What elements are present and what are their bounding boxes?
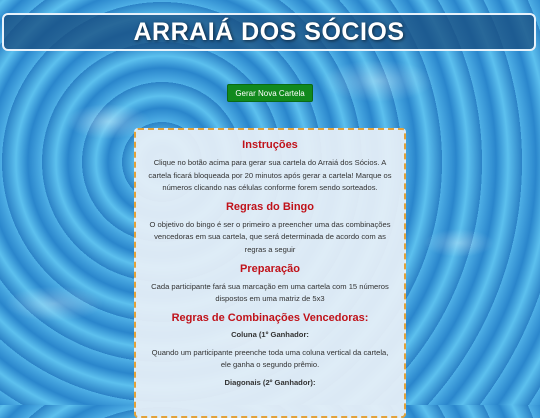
rules-text: O objetivo do bingo é ser o primeiro a preencher uma das combinações vencedoras em sua cartela, que será determinada de acordo com as regras a seguir	[149, 219, 391, 254]
preparation-heading: Preparação	[240, 262, 300, 275]
column-rule-text: Quando um participante preenche toda uma coluna vertical da cartela, ele ganha o segundo prêmio.	[151, 347, 389, 370]
instructions-heading: Instruções	[242, 139, 298, 151]
instructions-panel	[134, 128, 406, 418]
generate-card-button[interactable]: Gerar Nova Cartela	[227, 84, 313, 102]
preparation-text: Cada participante fará sua marcação em uma cartela com 15 números dispostos em uma matriz de 5x3	[151, 281, 389, 304]
combinations-heading: Regras de Combinações Vencedoras:	[171, 311, 369, 324]
instructions-text: Clique no botão acima para gerar sua cartela do Arraiá dos Sócios. A cartela ficará bloqueada por 20 minutos após gerar a cartela! Marque os números clicando nas células conforme forem sendo sorteados.	[148, 158, 392, 193]
rules-heading: Regras do Bingo	[225, 200, 314, 213]
column-rule-title: Coluna (1º Ganhador:	[231, 329, 309, 339]
diagonal-rule-title: Diagonais (2º Ganhador):	[224, 377, 316, 387]
title-banner	[2, 13, 536, 51]
page-title: ARRAIÁ DOS SÓCIOS	[133, 17, 405, 46]
